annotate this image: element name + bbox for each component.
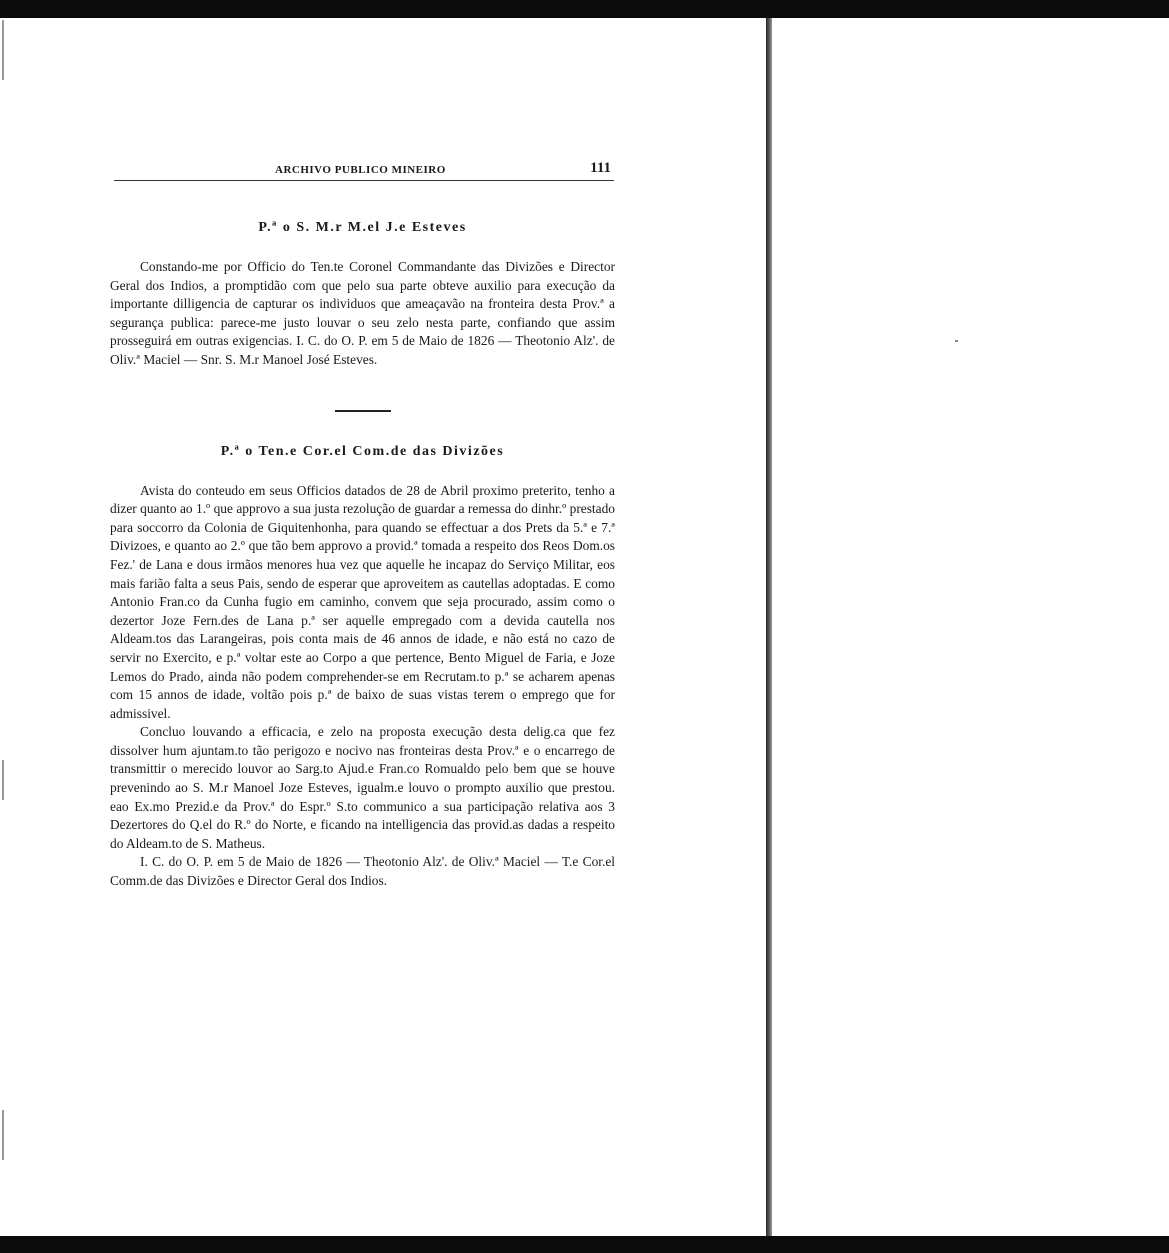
letter-2-signature: I. C. do O. P. em 5 de Maio de 1826 — Theotonio Alz'. de Oliv.ª Maciel — T.e Cor.el Comm.de das Divizões e Director Geral dos Indios. [110,854,615,889]
book-page [110,150,615,891]
running-head [110,150,615,182]
scan-edge-mark [2,760,4,800]
running-head-title: ARCHIVO PUBLICO MINEIRO [275,164,446,176]
letter-1-heading: P.ª o S. M.r M.el J.e Esteves [258,220,467,235]
letter-2-paragraph-1: Avista do conteudo em seus Officios datados de 28 de Abril proximo preterito, tenho a dizer quanto ao 1.º que approvo a sua justa rezolução de guardar a remessa do dinhr.º prestado para soccorro da Colonia de Giquitenhonha, para quando se effectuar a dos Prets da 5.ª e 7.ª Divizoes, e quanto ao 2.º que tão bem approvo a provid.ª tomada a respeito dos Reos Dom.os Fez.' de Lana e dous irmãos menores hua vez que aquelle he incapaz do Serviço Militar, eos mais farião falta a seus Pais, sendo de esperar que aproveitem as cautellas adoptadas. E como Antonio Fran.co da Cunha fugio em caminho, convem que seja procurado, assim como o dezertor Joze Fern.des de Lana p.ª ser aquelle empregado com a devida cautella nos Aldeam.tos das Larangeiras, pois conta mais de 46 annos de idade, e não está no cazo de servir no Exercito, e p.ª voltar este ao Corpo a que pertence, Bento Miguel de Faria, e Joze Lemos do Prado, ainda não podem comprehender-se em Recrutam.to p.ª se acharem apenas com 15 annos de idade, voltão pois p.ª de baixo de suas vistas terem o emprego que for admissivel. [110,482,615,721]
page-fold-shadow [766,18,772,1236]
page-number: 111 [590,160,611,176]
scan-bottom-band [0,1236,1169,1253]
header-rule [114,180,614,181]
scan-speck [955,340,958,342]
letter-2-heading: P.ª o Ten.e Cor.el Com.de das Divizões [220,443,505,459]
scan-top-band [0,0,1169,18]
letter-1-body: Constando-me por Officio do Ten.te Coronel Commandante das Divizões e Director Geral dos Indios, a promptidão com que pelo sua parte obteve auxilio para execução da importante dilligencia de capturar os individuos que ameaçavão na fronteira desta Prov.ª a segurança publica: parece-me justo louvar o seu zelo nesta parte, confiando que assim prosseguirá em outras exigencias. I. C. do O. P. em 5 de Maio de 1826 — Theotonio Alz'. de Oliv.ª Maciel — Snr. S. M.r Manoel José Esteves. [110,259,615,367]
scan-edge-mark [2,1110,4,1160]
scan-edge-mark [2,20,4,80]
letter-2-paragraph-2: Concluo louvando a efficacia, e zelo na proposta execução desta delig.ca que fez dissolver hum ajuntam.to tão perigozo e nocivo nas fronteiras desta Prov.ª e o encarrego de transmittir o merecido louvor ao Sarg.to Ajud.e Fran.co Romualdo pelo bem que se houve prevenindo ao S. M.r Manoel Joze Esteves, igualm.e louvo o prompto auxilio que prestou. eao Ex.mo Prezid.e da Prov.ª do Espr.º S.to communico a sua participação relativa aos 3 Dezertores do Q.el do R.º do Norte, e ficando na intelligencia das provid.as dadas a respeito do Aldeam.to de S. Matheus. [110,724,615,851]
section-separator [335,410,391,412]
